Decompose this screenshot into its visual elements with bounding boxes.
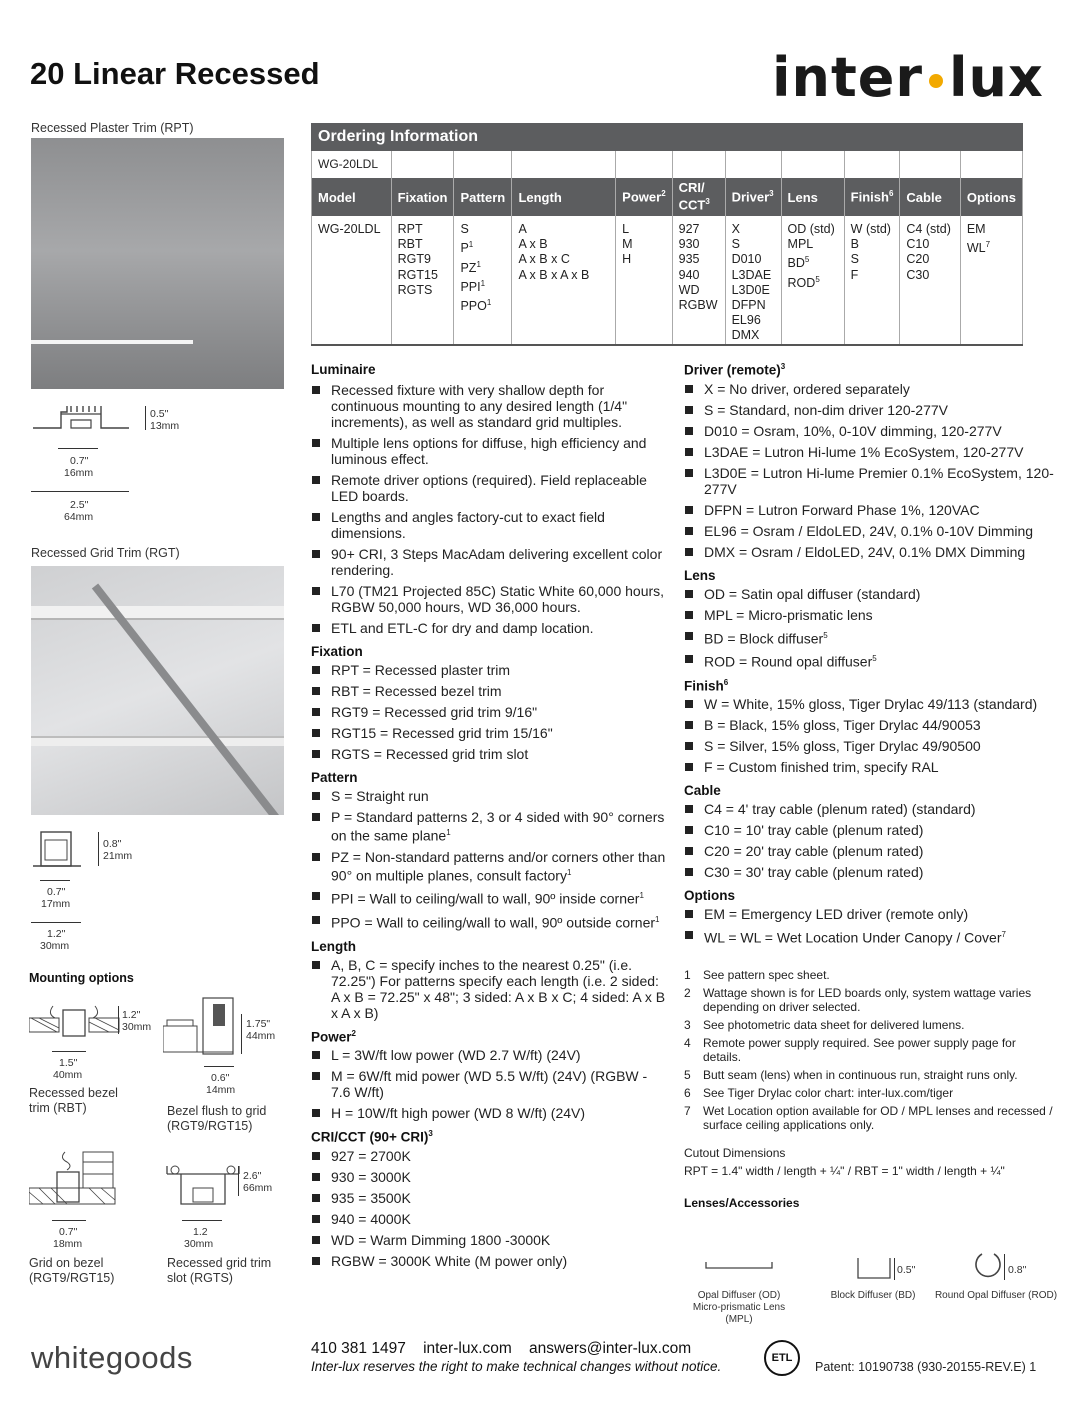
- cable-list: [684, 801, 1054, 880]
- mount-flush-height-in: 1.75": [246, 1018, 271, 1030]
- list-item: Remote driver options (required). Field replaceable LED boards.: [311, 472, 666, 504]
- footnote: 2 Wattage shown is for LED boards only, system wattage varies depending on driver selected.: [684, 985, 1032, 1014]
- finish-list: [684, 696, 1054, 775]
- logo-text-right: lux: [949, 46, 1044, 109]
- col-pattern: S $P^1$ $PZ^1$ PPI$^1$ PPO$^1$: [454, 216, 512, 345]
- mount-slot-width-in: 1.2: [193, 1226, 208, 1238]
- lens-list: [684, 586, 1054, 670]
- lens-title: Lens: [684, 567, 716, 583]
- finish-input-cell[interactable]: [844, 151, 900, 178]
- mount-slot-height-mm: 66mm: [243, 1182, 273, 1194]
- opal-diffuser-label: Opal Diffuser (OD) Micro-prismatic Lens (MPL): [692, 1290, 786, 1325]
- accessories-title: Lenses/Accessories: [684, 1195, 800, 1210]
- list-item: MPL = Micro-prismatic lens: [684, 607, 1054, 623]
- website-link[interactable]: inter-lux.com: [423, 1340, 512, 1357]
- rgt-caption: Recessed Grid Trim (RGT): [31, 546, 180, 560]
- rgt-width1-in: 0.7": [47, 886, 66, 898]
- mount-rbt-width-in: 1.5": [59, 1057, 78, 1069]
- header-driver: Driver$^3$: [725, 178, 781, 216]
- rpt-height-mm: 13mm: [150, 420, 180, 432]
- list-item: 930 = 3000K: [311, 1169, 666, 1185]
- interlux-logo: [772, 46, 1044, 109]
- block-diffuser-dim: 0.5": [897, 1264, 916, 1276]
- mount-flush-label: Bezel flush to grid (RGT9/RGT15): [167, 1104, 267, 1133]
- email-link[interactable]: answers@inter-lux.com: [529, 1340, 692, 1357]
- list-item: PPI = Wall to ceiling/wall to wall, 90º inside corner$^1$: [311, 888, 666, 907]
- mount-grid-on-bezel-drawing: [29, 1148, 123, 1216]
- driver-title: Driver (remote)$^3$: [684, 362, 786, 378]
- col-options: EM $WL^7$: [960, 216, 1022, 345]
- driver-list: [684, 381, 1054, 560]
- cutout-text: RPT = 1.4" width / length + ¼" / RBT = 1" width / length + ¼": [684, 1163, 1005, 1178]
- list-item: 927 = 2700K: [311, 1148, 666, 1164]
- list-item: Lengths and angles factory-cut to exact field dimensions.: [311, 509, 666, 541]
- rpt-width1-mm: 16mm: [64, 467, 94, 479]
- rpt-profile-drawing: [31, 402, 141, 434]
- rpt-light-slot: [31, 340, 193, 344]
- mount-bezel-flush-drawing: [163, 996, 241, 1058]
- list-item: Recessed fixture with very shallow depth for continuous mounting to any desired length (1/4" increments), as well as standard grid multiples.: [311, 382, 666, 430]
- rpt-photo: [31, 138, 284, 389]
- list-item: ROD = Round opal diffuser$^5$: [684, 651, 1054, 670]
- header-options: Options: [960, 178, 1022, 216]
- mount-rbt-width-mm: 40mm: [53, 1069, 83, 1081]
- col-fixation: RPT RBT RGT9 RGT15 RGTS: [391, 216, 454, 345]
- header-lens: Lens: [781, 178, 844, 216]
- list-item: W = White, 15% gloss, Tiger Drylac 49/113 (standard): [684, 696, 1054, 712]
- list-item: H = 10W/ft high power (WD 8 W/ft) (24V): [311, 1105, 666, 1121]
- list-item: RGTS = Recessed grid trim slot: [311, 746, 666, 762]
- rpt-width1-in: 0.7": [70, 455, 89, 467]
- list-item: WL = WL = Wet Location Under Canopy / Cover$^7$: [684, 927, 1054, 946]
- header-pattern: Pattern: [454, 178, 512, 216]
- list-item: C4 = 4' tray cable (plenum rated) (standard): [684, 801, 1054, 817]
- middle-column: [311, 362, 666, 1274]
- mounting-options-title: Mounting options: [29, 971, 134, 985]
- ordering-table: [311, 151, 1023, 346]
- header-cri-cct: CRI/ CCT$^3$: [672, 178, 725, 216]
- ordering-info-title: Ordering Information: [311, 123, 1023, 151]
- list-item: RGBW = 3000K White (M power only): [311, 1253, 666, 1269]
- list-item: WD = Warm Dimming 1800 -3000K: [311, 1232, 666, 1248]
- list-item: S = Silver, 15% gloss, Tiger Drylac 49/90500: [684, 738, 1054, 754]
- list-item: A, B, C = specify inches to the nearest 0.25" (i.e. 72.25") For patterns specify each length (i.e. 2 sided: A x B = 72.25" x 48"; 3 sided: A x B x C; 4 sided: A x B x A x B): [311, 957, 666, 1021]
- phone-number: 410 381 1497: [311, 1340, 406, 1357]
- options-list: [684, 906, 1054, 946]
- col-driver: X S D010 L3DAE L3D0E DFPN EL96 DMX: [725, 216, 781, 345]
- fixation-list: [311, 662, 666, 762]
- options-input-cell[interactable]: [960, 151, 1022, 178]
- right-column: [684, 362, 1054, 1210]
- rpt-caption: Recessed Plaster Trim (RPT): [31, 121, 194, 135]
- list-item: DFPN = Lutron Forward Phase 1%, 120VAC: [684, 502, 1054, 518]
- driver-input-cell[interactable]: [725, 151, 781, 178]
- list-item: D010 = Osram, 10%, 0-10V dimming, 120-277V: [684, 423, 1054, 439]
- list-item: C10 = 10' tray cable (plenum rated): [684, 822, 1054, 838]
- footnotes: [684, 968, 1054, 1132]
- mount-grid-width-in: 0.7": [59, 1226, 78, 1238]
- rpt-width2-mm: 64mm: [64, 511, 94, 523]
- rgt-photo: [31, 566, 284, 815]
- list-item: Multiple lens options for diffuse, high efficiency and luminous effect.: [311, 435, 666, 467]
- options-title: Options: [684, 888, 735, 904]
- list-item: OD = Satin opal diffuser (standard): [684, 586, 1054, 602]
- cct-input-cell[interactable]: [672, 151, 725, 178]
- grid-bar-top: [31, 606, 284, 620]
- rgt-height-mm: 21mm: [103, 850, 133, 862]
- footnote: 7 Wet Location option available for OD / MPL lenses and recessed / surface ceiling applications only.: [684, 1103, 1053, 1132]
- list-item: RGT9 = Recessed grid trim 9/16": [311, 704, 666, 720]
- col-cable: C4 (std) C10 C20 C30: [900, 216, 960, 345]
- list-item: C30 = 30' tray cable (plenum rated): [684, 864, 1054, 880]
- mount-rbt-height-mm: 30mm: [122, 1021, 152, 1033]
- list-item: 935 = 3500K: [311, 1190, 666, 1206]
- footnote: 3 See photometric data sheet for delivered lumens.: [684, 1017, 965, 1032]
- cable-input-cell[interactable]: [900, 151, 960, 178]
- contact-line: [311, 1340, 691, 1358]
- cri-cct-title: CRI/CCT (90+ CRI)$^3$: [311, 1129, 433, 1145]
- mount-slot-height-in: 2.6": [243, 1170, 262, 1182]
- mount-flush-height-mm: 44mm: [246, 1030, 276, 1042]
- header-power: Power$^2$: [616, 178, 672, 216]
- cutout-title: Cutout Dimensions: [684, 1145, 786, 1160]
- list-item: F = Custom finished trim, specify RAL: [684, 759, 1054, 775]
- footnote: 4 Remote power supply required. See power supply page for details.: [684, 1035, 1016, 1064]
- mount-grid-label: Grid on bezel (RGT9/RGT15): [29, 1256, 115, 1285]
- list-item: EM = Emergency LED driver (remote only): [684, 906, 1054, 922]
- model-prefill-cell: WG-20LDL: [312, 151, 392, 178]
- col-lens: OD (std) MPL $BD^5$ ROD$^5$: [781, 216, 844, 345]
- col-cct: 927 930 935 940 WD RGBW: [672, 216, 725, 345]
- mount-rbt-drawing: [29, 1000, 121, 1046]
- rgt-width2-mm: 30mm: [40, 940, 70, 952]
- fixation-input-cell[interactable]: [391, 151, 454, 178]
- logo-dot-icon: [929, 74, 943, 88]
- mount-rbt-label: Recessed bezel trim (RBT): [29, 1086, 118, 1115]
- list-item: PZ = Non-standard patterns and/or corners other than 90° on multiple planes, consult factory$^1$: [311, 849, 666, 884]
- header-fixation: Fixation: [391, 178, 454, 216]
- list-item: RPT = Recessed plaster trim: [311, 662, 666, 678]
- cable-title: Cable: [684, 783, 721, 799]
- footnote: 5 Butt seam (lens) when in continuous run, straight runs only.: [684, 1067, 1018, 1082]
- list-item: P = Standard patterns 2, 3 or 4 sided with 90° corners on the same plane$^1$: [311, 809, 666, 844]
- list-item: L70 (TM21 Projected 85C) Static White 60,000 hours, RGBW 50,000 hours, WD 36,000 hours.: [311, 583, 666, 615]
- rgt-profile-drawing: [31, 830, 101, 870]
- rpt-width2-in: 2.5": [70, 499, 89, 511]
- luminaire-list: [311, 382, 666, 636]
- mount-flush-width-in: 0.6": [211, 1072, 230, 1084]
- power-title: Power$^2$: [311, 1028, 356, 1045]
- col-model: WG-20LDL: [312, 216, 392, 345]
- list-item: L = 3W/ft low power (WD 2.7 W/ft) (24V): [311, 1047, 666, 1063]
- list-item: S = Standard, non-dim driver 120-277V: [684, 402, 1054, 418]
- mount-flush-width-mm: 14mm: [206, 1084, 236, 1096]
- patent-and-revision: Patent: 10190738 (930-20155-REV.E) 1: [815, 1360, 1037, 1374]
- opal-diffuser-icon: [704, 1258, 774, 1274]
- pattern-input-cell[interactable]: [454, 151, 512, 178]
- etl-listed-icon: ETL: [764, 1340, 800, 1376]
- list-item: S = Straight run: [311, 788, 666, 804]
- list-item: L3D0E = Lutron Hi-lume Premier 0.1% EcoSystem, 120-277V: [684, 465, 1054, 497]
- list-item: BD = Block diffuser$^5$: [684, 628, 1054, 647]
- rgt-width1-mm: 17mm: [41, 898, 71, 910]
- list-item: X = No driver, ordered separately: [684, 381, 1054, 397]
- luminaire-title: Luminaire: [311, 362, 376, 377]
- length-list: [311, 957, 666, 1021]
- rgt-height-in: 0.8": [103, 838, 122, 850]
- cri-cct-list: [311, 1148, 666, 1269]
- col-power: L M H: [616, 216, 672, 345]
- rpt-height-in: 0.5": [150, 408, 169, 420]
- mount-slot-width-mm: 30mm: [184, 1238, 214, 1250]
- list-item: EL96 = Osram / EldoLED, 24V, 0.1% 0-10V Dimming: [684, 523, 1054, 539]
- header-finish: Finish$^6$: [844, 178, 900, 216]
- list-item: ETL and ETL-C for dry and damp location.: [311, 620, 666, 636]
- footnote: 1 See pattern spec sheet.: [684, 967, 830, 982]
- lens-input-cell[interactable]: [781, 151, 844, 178]
- length-title: Length: [311, 938, 356, 954]
- mount-grid-slot-drawing: [165, 1160, 241, 1216]
- list-item: C20 = 20' tray cable (plenum rated): [684, 843, 1054, 859]
- pattern-title: Pattern: [311, 770, 358, 785]
- list-item: L3DAE = Lutron Hi-lume 1% EcoSystem, 120-277V: [684, 444, 1054, 460]
- list-item: RBT = Recessed bezel trim: [311, 683, 666, 699]
- list-item: M = 6W/ft mid power (WD 5.5 W/ft) (24V) (RGBW - 7.6 W/ft): [311, 1068, 666, 1100]
- logo-text-left: inter: [772, 46, 924, 109]
- mount-grid-width-mm: 18mm: [53, 1238, 83, 1250]
- mount-rbt-height-in: 1.2": [122, 1009, 141, 1021]
- length-input-cell[interactable]: [512, 151, 616, 178]
- round-opal-diffuser-label: Round Opal Diffuser (ROD): [934, 1290, 1058, 1301]
- pattern-list: [311, 788, 666, 931]
- header-model: Model: [312, 178, 392, 216]
- block-diffuser-label: Block Diffuser (BD): [830, 1290, 916, 1301]
- disclaimer: Inter-lux reserves the right to make technical changes without notice.: [311, 1359, 722, 1374]
- fixation-title: Fixation: [311, 644, 363, 659]
- footnote: 6 See Tiger Drylac color chart: inter-lux.com/tiger: [684, 1085, 954, 1100]
- round-diffuser-dim: 0.8": [1008, 1264, 1027, 1276]
- list-item: PPO = Wall to ceiling/wall to wall, 90º outside corner$^1$: [311, 912, 666, 931]
- power-input-cell[interactable]: [616, 151, 672, 178]
- list-item: B = Black, 15% gloss, Tiger Drylac 44/90053: [684, 717, 1054, 733]
- page-title: 20 Linear Recessed: [30, 56, 320, 91]
- list-item: 940 = 4000K: [311, 1211, 666, 1227]
- whitegoods-brand: whitegoods: [31, 1340, 193, 1375]
- mount-slot-label: Recessed grid trim slot (RGTS): [167, 1256, 272, 1285]
- col-finish: W (std) B S F: [844, 216, 900, 345]
- power-list: [311, 1047, 666, 1121]
- col-length: A A x B A x B x C A x B x A x B: [512, 216, 616, 345]
- header-cable: Cable: [900, 178, 960, 216]
- list-item: RGT15 = Recessed grid trim 15/16": [311, 725, 666, 741]
- list-item: 90+ CRI, 3 Steps MacAdam delivering excellent color rendering.: [311, 546, 666, 578]
- block-diffuser-icon: [856, 1254, 892, 1282]
- grid-bar-bottom: [31, 736, 284, 746]
- header-length: Length: [512, 178, 616, 216]
- round-opal-diffuser-icon: [972, 1250, 1004, 1282]
- list-item: DMX = Osram / EldoLED, 24V, 0.1% DMX Dimming: [684, 544, 1054, 560]
- rgt-width2-in: 1.2": [47, 928, 66, 940]
- finish-title: Finish$^6$: [684, 677, 729, 694]
